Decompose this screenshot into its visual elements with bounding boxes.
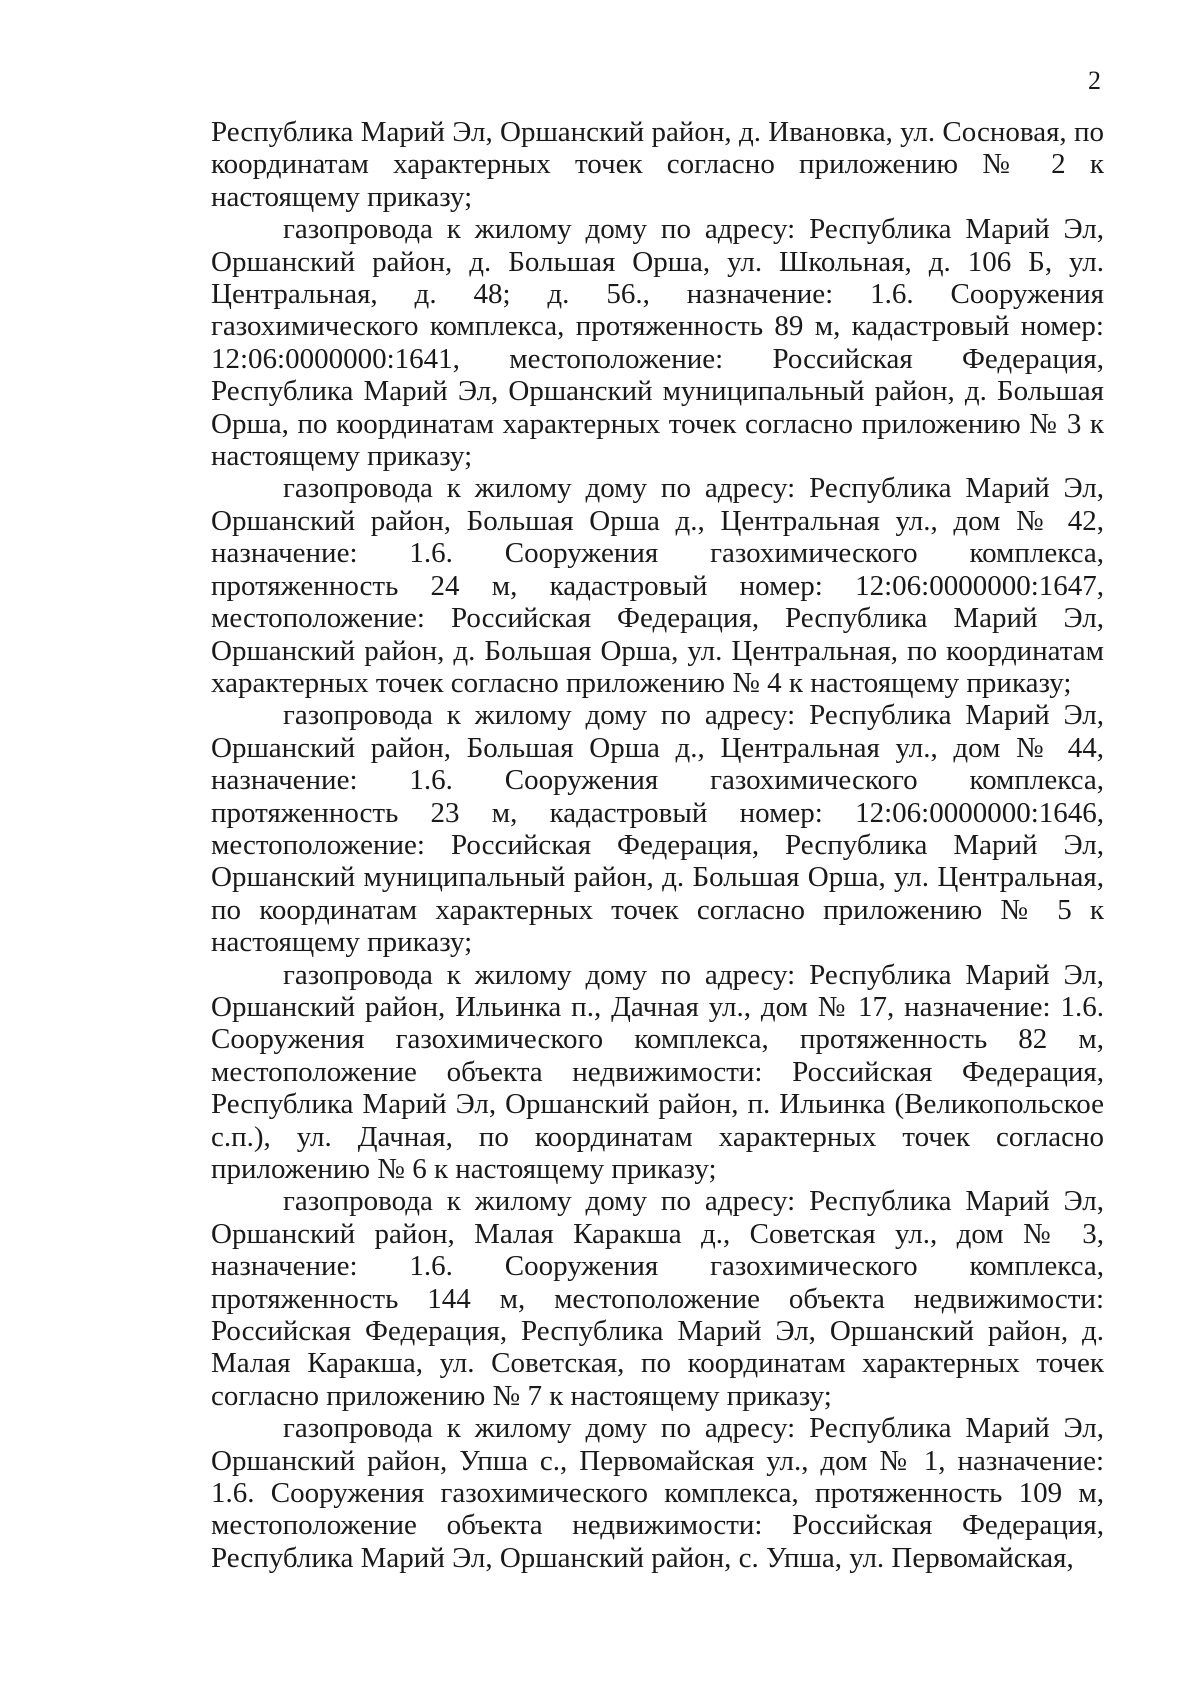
paragraph-gas-pipeline-tsentralnaya-44: газопровода к жилому дому по адресу: Республика Марий Эл, Оршанский район, Большая Орша д., Центральная ул., дом № 44, назначение: 1.6. Сооружения газохимического комплекса, протяженность 23 м, кадастровый номер: 12:06:0000000:1646, местоположение: Российская Федерация, Республика Марий Эл, Оршанский муниципальный район, д. Большая Орша, ул. Центральная, по координатам характерных точек согласно приложению № 5 к настоящему приказу; (211, 699, 1104, 959)
paragraph-continuation: Республика Марий Эл, Оршанский район, д. Ивановка, ул. Сосновая, по координатам характерных точек согласно приложению № 2 к настоящему приказу; (211, 116, 1104, 213)
document-body (211, 116, 1104, 1574)
paragraph-gas-pipeline-pervomayskaya-1: газопровода к жилому дому по адресу: Республика Марий Эл, Оршанский район, Упша с., Первомайская ул., дом № 1, назначение: 1.6. Сооружения газохимического комплекса, протяженность 109 м, местоположение объекта недвижимости: Российская Федерация, Республика Марий Эл, Оршанский район, с. Упша, ул. Первомайская, (211, 1412, 1104, 1574)
paragraph-gas-pipeline-sovetskaya-3: газопровода к жилому дому по адресу: Республика Марий Эл, Оршанский район, Малая Каракша д., Советская ул., дом № 3, назначение: 1.6. Сооружения газохимического комплекса, протяженность 144 м, местоположение объекта недвижимости: Российская Федерация, Республика Марий Эл, Оршанский район, д. Малая Каракша, ул. Советская, по координатам характерных точек согласно приложению № 7 к настоящему приказу; (211, 1185, 1104, 1412)
paragraph-gas-pipeline-dachnaya-17: газопровода к жилому дому по адресу: Республика Марий Эл, Оршанский район, Ильинка п., Дачная ул., дом № 17, назначение: 1.6. Сооружения газохимического комплекса, протяженность 82 м, местоположение объекта недвижимости: Российская Федерация, Республика Марий Эл, Оршанский район, п. Ильинка (Великопольское с.п.), ул. Дачная, по координатам характерных точек согласно приложению № 6 к настоящему приказу; (211, 958, 1104, 1185)
paragraph-gas-pipeline-tsentralnaya-42: газопровода к жилому дому по адресу: Республика Марий Эл, Оршанский район, Большая Орша д., Центральная ул., дом № 42, назначение: 1.6. Сооружения газохимического комплекса, протяженность 24 м, кадастровый номер: 12:06:0000000:1647, местоположение: Российская Федерация, Республика Марий Эл, Оршанский район, д. Большая Орша, ул. Центральная, по координатам характерных точек согласно приложению № 4 к настоящему приказу; (211, 472, 1104, 699)
page-number: 2 (1088, 66, 1101, 95)
paragraph-gas-pipeline-shkolnaya: газопровода к жилому дому по адресу: Республика Марий Эл, Оршанский район, д. Большая Орша, ул. Школьная, д. 106 Б, ул. Центральная, д. 48; д. 56., назначение: 1.6. Сооружения газохимического комплекса, протяженность 89 м, кадастровый номер: 12:06:0000000:1641, местоположение: Российская Федерация, Республика Марий Эл, Оршанский муниципальный район, д. Большая Орша, по координатам характерных точек согласно приложению № 3 к настоящему приказу; (211, 213, 1104, 473)
